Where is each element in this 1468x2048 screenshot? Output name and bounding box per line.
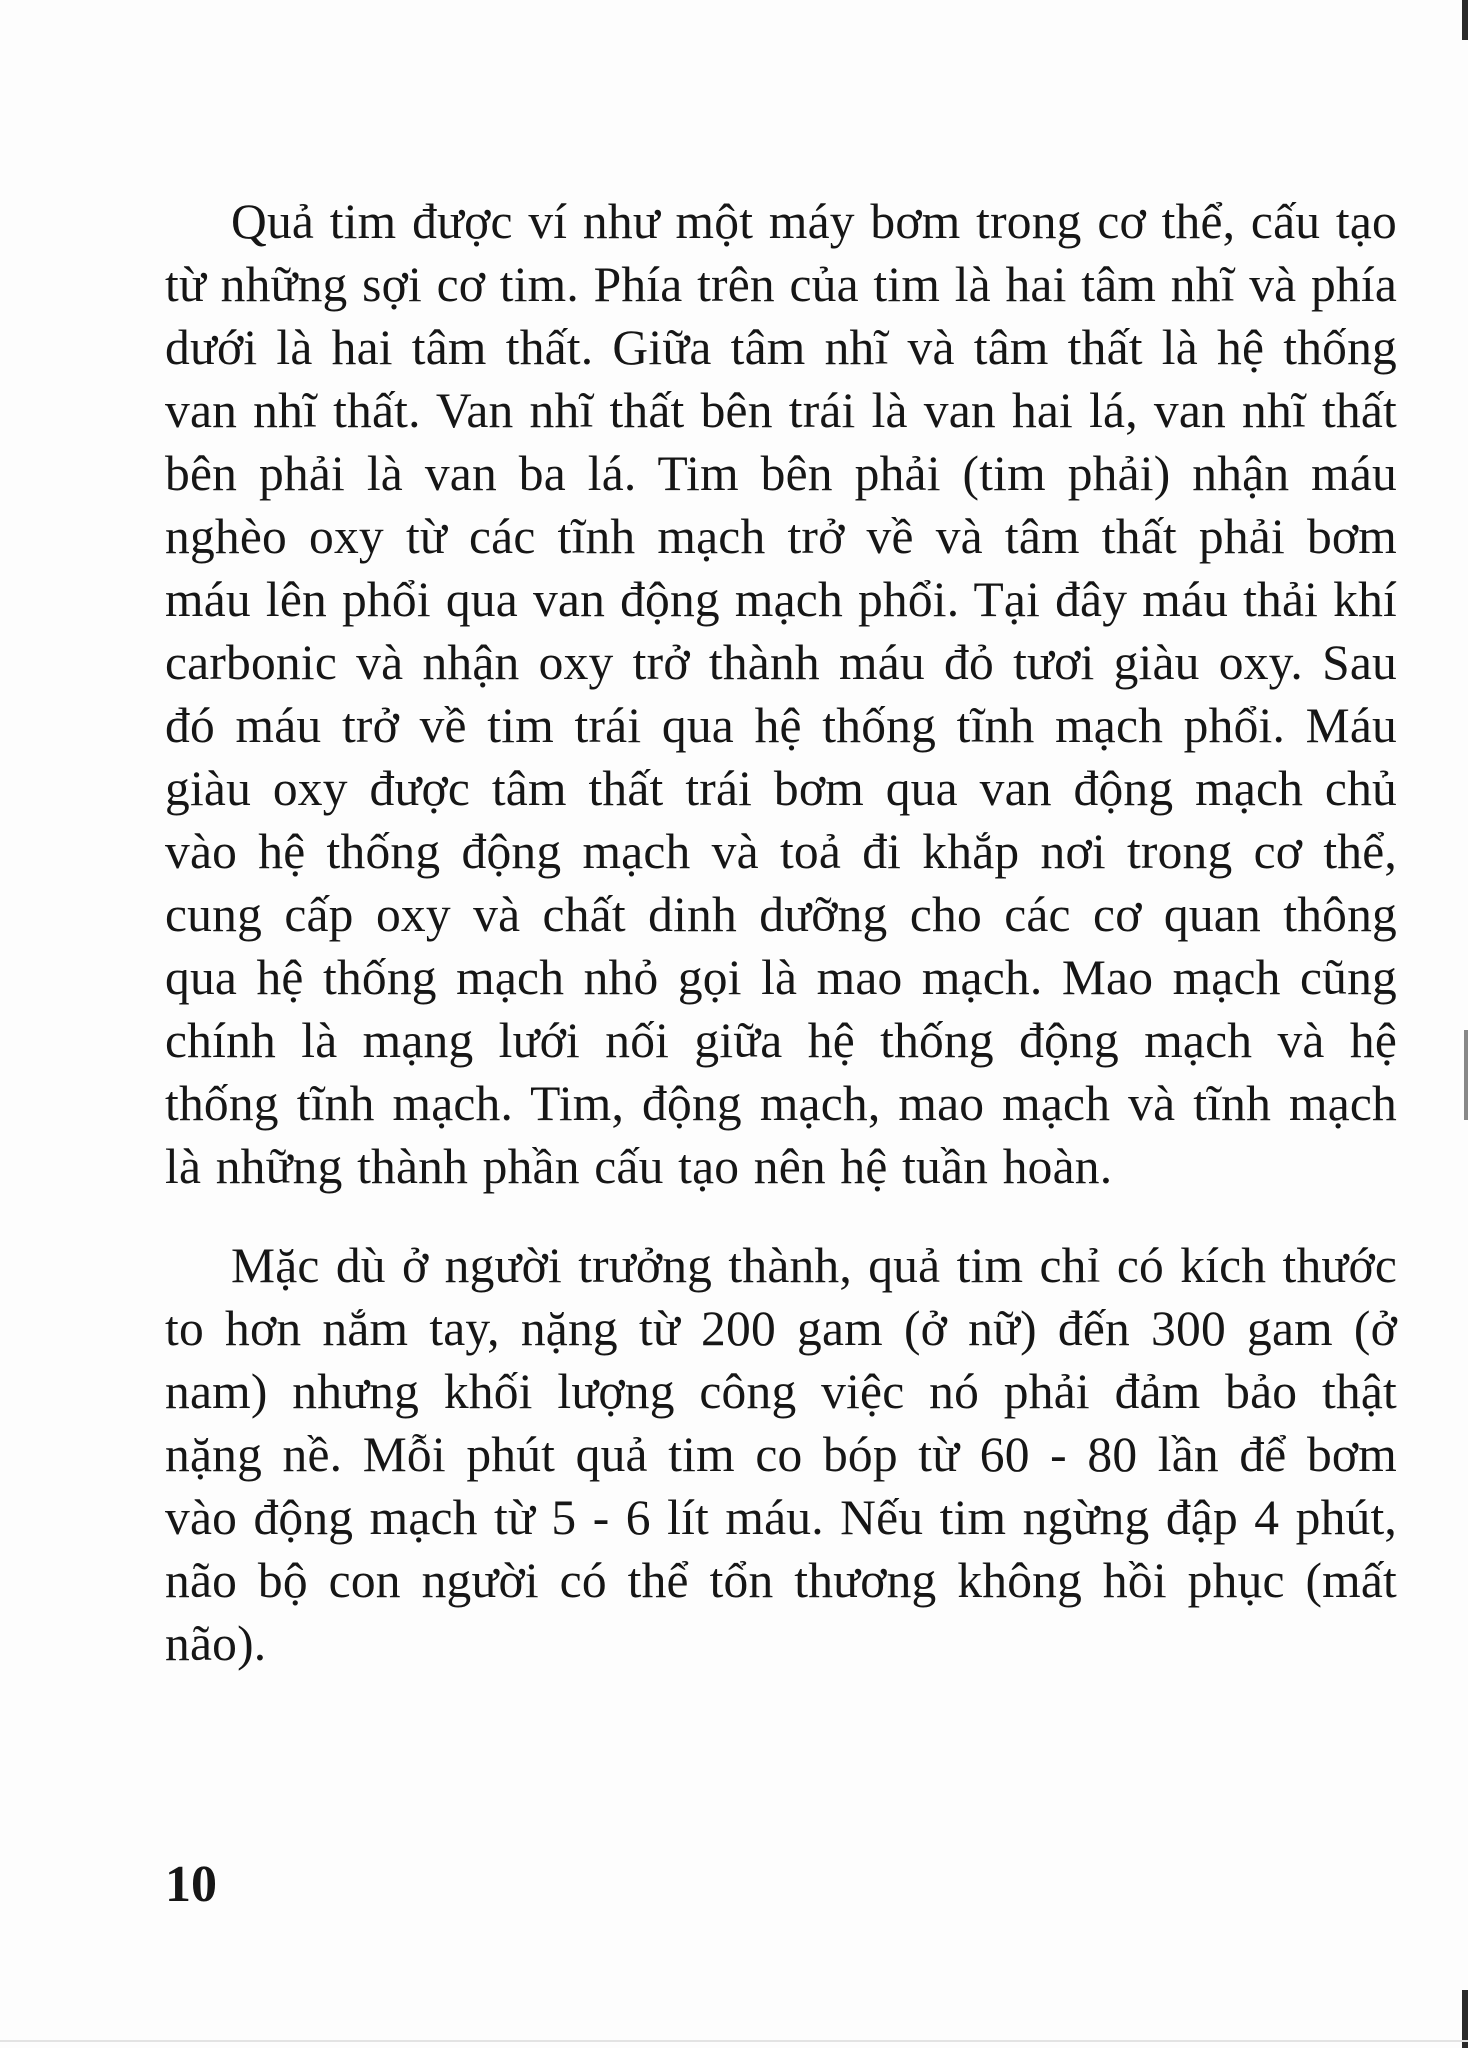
paragraph-heart-workload: Mặc dù ở người trưởng thành, quả tim chỉ có kích thước to hơn nắm tay, nặng từ 200 gam (ở nữ) đến 300 gam (ở nam) nhưng khối lượng công việc nó phải đảm bảo thật nặng nề. Mỗi phút quả tim co bóp từ 60 - 80 lần để bơm vào động mạch từ 5 - 6 lít máu. Nếu tim ngừng đập 4 phút, não bộ con người có thể tổn thương không hồi phục (mất não). bbox=[165, 1238, 1397, 1671]
scan-edge-mark bbox=[1462, 0, 1468, 40]
scan-border-line bbox=[0, 2040, 1468, 2042]
paragraph-heart-structure: Quả tim được ví như một máy bơm trong cơ thể, cấu tạo từ những sợi cơ tim. Phía trên của tim là hai tâm nhĩ và phía dưới là hai tâm thất. Giữa tâm nhĩ và tâm thất là hệ thống van nhĩ thất. Van nhĩ thất bên trái là van hai lá, van nhĩ thất bên phải là van ba lá. Tim bên phải (tim phải) nhận máu nghèo oxy từ các tĩnh mạch trở về và tâm thất phải bơm máu lên phổi qua van động mạch phổi. Tại đây máu thải khí carbonic và nhận oxy trở thành máu đỏ tươi giàu oxy. Sau đó máu trở về tim trái qua hệ thống tĩnh mạch phổi. Máu giàu oxy được tâm thất trái bơm qua van động mạch chủ vào hệ thống động mạch và toả đi khắp nơi trong cơ thể, cung cấp oxy và chất dinh dưỡng cho các cơ quan thông qua hệ thống mạch nhỏ gọi là mao mạch. Mao mạch cũng chính là mạng lưới nối giữa hệ thống động mạch và hệ thống tĩnh mạch. Tim, động mạch, mao mạch và tĩnh mạch là những thành phần cấu tạo nên hệ tuần hoàn. bbox=[165, 194, 1397, 1194]
page-number: 10 bbox=[165, 1856, 217, 1913]
body-text bbox=[165, 190, 1397, 1675]
scan-edge-mark bbox=[1464, 1030, 1468, 1120]
